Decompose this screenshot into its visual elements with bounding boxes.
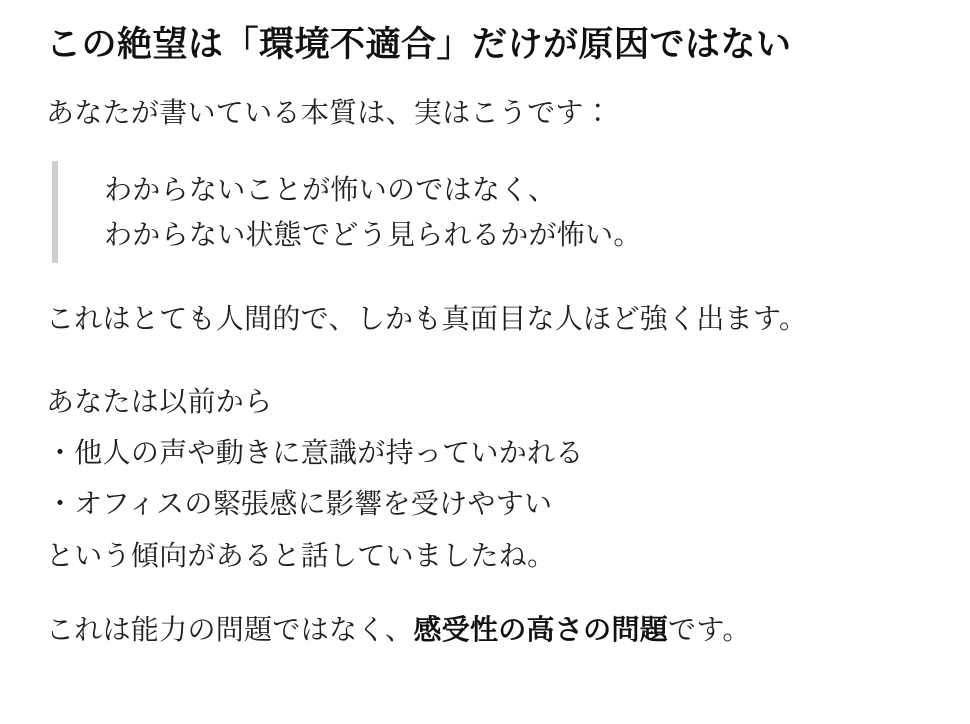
- conclusion-paragraph: [46, 608, 924, 651]
- conclusion-emphasis: 感受性の高さの問題: [413, 613, 669, 647]
- intro-paragraph: あなたが書いている本質は、実はこうです：: [46, 96, 613, 130]
- tendency-item-1: ・他人の声や動きに意識が持っていかれる: [46, 436, 584, 470]
- tendency-item-2: ・オフィスの緊張感に影響を受けやすい: [46, 487, 553, 521]
- blockquote: [52, 161, 924, 264]
- tendency-lead: あなたは以前から: [46, 384, 273, 418]
- conclusion-prefix: これは能力の問題ではなく、: [46, 613, 414, 647]
- conclusion-suffix: です。: [668, 613, 751, 647]
- page-title: この絶望は「環境不適合」だけが原因ではない: [46, 25, 792, 65]
- paragraph-after-quote: これはとても人間的で、しかも真面目な人ほど強く出ます。: [46, 302, 808, 336]
- blockquote-line-2: わからない状態でどう見られるかが怖い。: [104, 218, 642, 251]
- tendency-block: [46, 379, 924, 578]
- spacer: [46, 363, 924, 379]
- tendency-closing: という傾向があると話していましたね。: [46, 538, 556, 572]
- blockquote-line-1: わからないことが怖いのではなく、: [104, 172, 557, 206]
